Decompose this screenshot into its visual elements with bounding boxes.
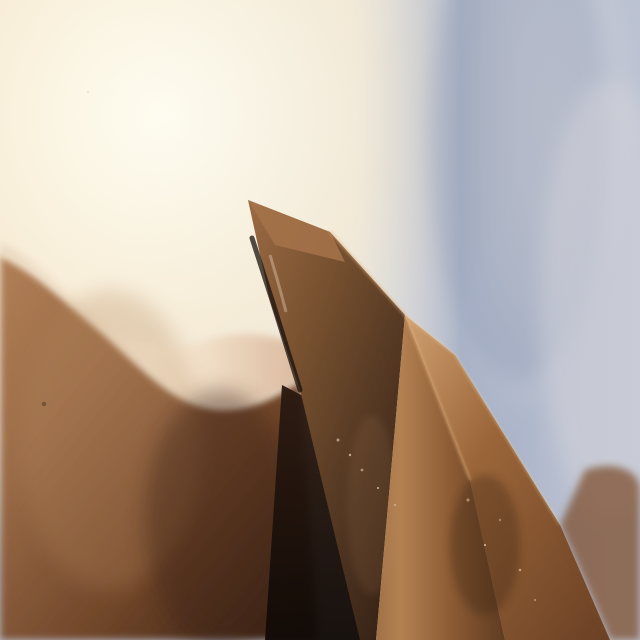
tool-face-glint — [347, 415, 397, 595]
